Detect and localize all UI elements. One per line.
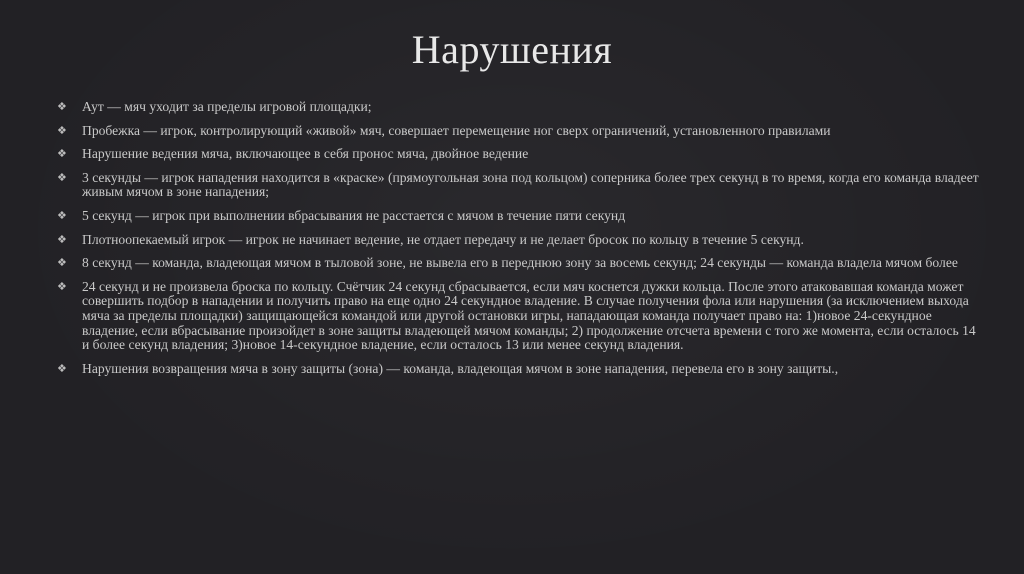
list-item (56, 280, 986, 353)
bullet-list (56, 100, 986, 385)
list-item (56, 171, 986, 200)
list-item (56, 147, 986, 162)
bullet-text: Нарушения возвращения мяча в зону защиты (зона) — команда, владеющая мячом в зоне нападения, перевела его в зону защиты., (82, 360, 839, 376)
list-item (56, 362, 986, 377)
bullet-text: Аут — мяч уходит за пределы игровой площадки; (82, 99, 372, 114)
diamond-icon: ❖ (57, 361, 67, 375)
diamond-icon: ❖ (57, 208, 67, 222)
bullet-text: 24 секунд и не произвела броска по кольцу. Счётчик 24 секунд сбрасывается, если мяч коснется дужки кольца. После этого атаковавшая команда может совершить подбор в нападении и получить право на еще одно 24 секундное владение. В случае получения фола или нарушения (за исключением выхода мяча за пределы площадки) защищающейся командой или другой остановки игры, нападающая команда получает право на: 1)новое 24-секундное владение, если вбрасывание произойдет в зоне защиты владеющей мячом команды; 2) продолжение отсчета времени с того же момента, если осталось 14 и более секунд владения; 3)новое 14-секундное владение, если осталось 13 или менее секунд владения. (82, 278, 976, 353)
diamond-icon: ❖ (57, 147, 67, 161)
slide-title: Нарушения (411, 27, 613, 72)
diamond-icon: ❖ (57, 123, 67, 137)
diamond-icon: ❖ (57, 100, 67, 113)
list-item (56, 209, 986, 224)
list-item (56, 100, 986, 115)
diamond-icon: ❖ (57, 279, 67, 293)
diamond-icon: ❖ (57, 256, 67, 270)
bullet-text: 3 секунды — игрок нападения находится в «краске» (прямоугольная зона под кольцом) соперника более трех секунд в то время, когда его команда владеет живым мячом в зоне нападения; (82, 169, 979, 200)
list-item (56, 124, 986, 139)
diamond-icon: ❖ (57, 232, 67, 246)
bullet-text: 8 секунд — команда, владеющая мячом в тыловой зоне, не вывела его в переднюю зону за восемь секунд; 24 секунды — команда владела мячом более (82, 255, 958, 271)
diamond-icon: ❖ (57, 170, 67, 184)
bullet-text: 5 секунд — игрок при выполнении вбрасывания не расстается с мячом в течение пяти секунд (82, 207, 626, 223)
list-item (56, 256, 986, 271)
bullet-text: Плотноопекаемый игрок — игрок не начинает ведение, не отдает передачу и не делает бросок по кольцу в течение 5 секунд. (82, 231, 804, 247)
bullet-text: Нарушение ведения мяча, включающее в себя пронос мяча, двойное ведение (82, 146, 529, 162)
bullet-text: Пробежка — игрок, контролирующий «живой» мяч, совершает перемещение ног сверх ограничений, установленного правилами (82, 122, 831, 138)
list-item (56, 233, 986, 248)
